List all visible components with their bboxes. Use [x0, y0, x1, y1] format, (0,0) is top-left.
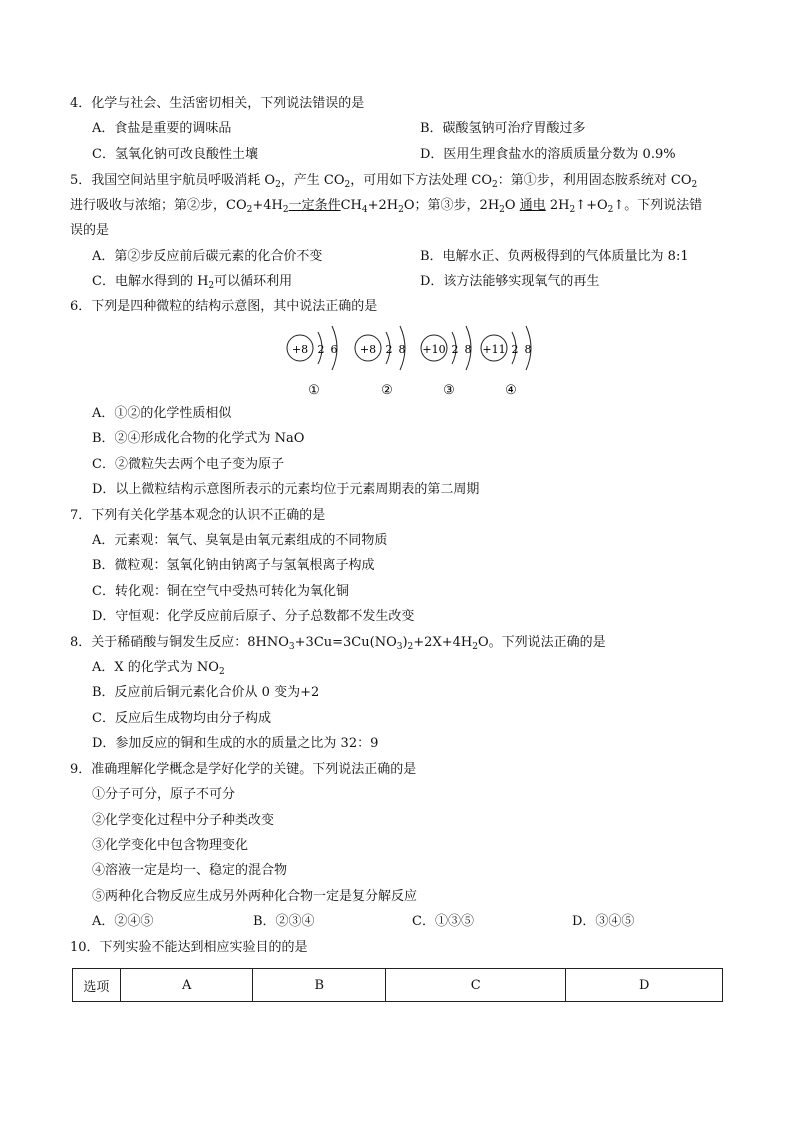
- q10-stem: 10．下列实验不能达到相应实验目的的是: [70, 940, 308, 955]
- q9-option-a: A．②④⑤: [92, 914, 154, 929]
- q9-option-c: C．①③⑤: [412, 914, 474, 929]
- q5-option-c: C．电解水得到的 $H_2$可以循环利用: [92, 274, 293, 291]
- q6-option-c: C．②微粒失去两个电子变为原子: [92, 457, 284, 472]
- electron-shell-1: 2: [511, 343, 519, 356]
- q8-option-c: C．反应后生成物均由分子构成: [92, 711, 271, 726]
- atom-structure-diagram: [282, 318, 542, 400]
- q5-stem-line2: 进行吸收与浓缩；第②步，$CO_2+4H_2$一定条件$CH_4+2H_2O$；第③步，$2H_2O$ 通电 $2H_2↑+O_2↑$。下列说法错: [70, 198, 703, 215]
- reaction-condition: 一定条件: [288, 198, 341, 213]
- q9-option-b: B．②③④: [253, 914, 315, 929]
- q4-option-c: C．氢氧化钠可改良酸性土壤: [92, 147, 258, 162]
- q10-table: [72, 968, 723, 1002]
- electron-shell-2: 8: [464, 343, 472, 356]
- q8-option-a: A．X 的化学式为 $NO_2$: [92, 660, 225, 677]
- table-header-cell: C: [386, 969, 566, 1002]
- q9-statement-3: ③化学变化中包含物理变化: [92, 838, 249, 853]
- q9-statement-5: ⑤两种化合物反应生成另外两种化合物一定是复分解反应: [92, 889, 418, 904]
- atom-diagram-2: [355, 326, 406, 398]
- atom-label: ②: [381, 383, 393, 398]
- q5-stem-line1: 5．我国空间站里宇航员呼吸消耗 $O_2$，产生 $CO_2$，可用如下方法处理 $CO_2$：第①步，利用固态胺系统对 $CO_2$: [70, 173, 698, 190]
- table-header-cell: A: [120, 969, 253, 1002]
- q5-stem-line3: 误的是: [70, 223, 110, 238]
- table-header-cell: 选项: [73, 969, 121, 1002]
- q8-option-b: B．反应前后铜元素化合价从 0 变为+2: [92, 685, 320, 700]
- q7-stem: 7．下列有关化学基本观念的认识不正确的是: [70, 508, 326, 523]
- atom-label: ③: [443, 383, 455, 398]
- electron-shell-1: 2: [385, 343, 393, 356]
- q6-option-a: A．①②的化学性质相似: [92, 406, 232, 421]
- q4-option-b: B．碳酸氢钠可治疗胃酸过多: [420, 121, 586, 136]
- q7-option-c: C．转化观：铜在空气中受热可转化为氧化铜: [92, 584, 349, 599]
- q4-option-a: A．食盐是重要的调味品: [92, 121, 232, 136]
- q8-option-d: D．参加反应的铜和生成的水的质量之比为 32：9: [92, 736, 379, 751]
- electron-shell-1: 2: [317, 343, 325, 356]
- electrolysis-condition: 通电: [519, 198, 546, 213]
- table-header-cell: D: [566, 969, 723, 1002]
- q5-option-d: D．该方法能够实现氧气的再生: [420, 274, 600, 289]
- q9-stem: 9．准确理解化学概念是学好化学的关键。下列说法正确的是: [70, 762, 417, 777]
- q8-stem: 8．关于稀硝酸与铜发生反应：$8HNO_3+3Cu=3Cu(NO_3)_2+2X+4H_2O$。下列说法正确的是: [70, 635, 606, 652]
- atom-label: ④: [505, 383, 517, 398]
- atom-diagram-1: [287, 326, 338, 398]
- atom-diagram-4: [481, 326, 532, 398]
- electron-shell-2: 6: [330, 343, 338, 356]
- nucleus-charge: +8: [291, 343, 309, 356]
- electron-shell-1: 2: [451, 343, 459, 356]
- nucleus-charge: +10: [422, 343, 446, 356]
- q9-statement-2: ②化学变化过程中分子种类改变: [92, 813, 275, 828]
- electron-shell-2: 8: [524, 343, 532, 356]
- q7-option-d: D．守恒观：化学反应前后原子、分子总数都不发生改变: [92, 609, 415, 624]
- q9-option-d: D．③④⑤: [572, 914, 635, 929]
- q6-option-b: B．②④形成化合物的化学式为 NaO: [92, 431, 305, 446]
- atom-diagram-3: [421, 326, 472, 398]
- q7-option-a: A．元素观：氧气、臭氧是由氧元素组成的不同物质: [92, 533, 388, 548]
- nucleus-charge: +11: [482, 343, 506, 356]
- table-header-cell: B: [253, 969, 386, 1002]
- electron-shell-2: 8: [398, 343, 406, 356]
- nucleus-charge: +8: [359, 343, 377, 356]
- q5-option-b: B．电解水正、负两极得到的气体质量比为 8:1: [420, 249, 689, 264]
- q6-option-d: D．以上微粒结构示意图所表示的元素均位于元素周期表的第二周期: [92, 482, 480, 497]
- q5-option-a: A．第②步反应前后碳元素的化合价不变: [92, 249, 323, 264]
- table-header-row: [73, 969, 723, 1002]
- atom-label: ①: [308, 383, 320, 398]
- q6-stem: 6．下列是四种微粒的结构示意图，其中说法正确的是: [70, 299, 378, 314]
- q9-statement-4: ④溶液一定是均一、稳定的混合物: [92, 863, 288, 878]
- q4-stem: 4．化学与社会、生活密切相关，下列说法错误的是: [70, 96, 365, 111]
- q7-option-b: B．微粒观：氢氧化钠由钠离子与氢氧根离子构成: [92, 558, 375, 573]
- q4-option-d: D．医用生理食盐水的溶质质量分数为 0.9%: [420, 147, 676, 162]
- q9-statement-1: ①分子可分，原子不可分: [92, 787, 236, 802]
